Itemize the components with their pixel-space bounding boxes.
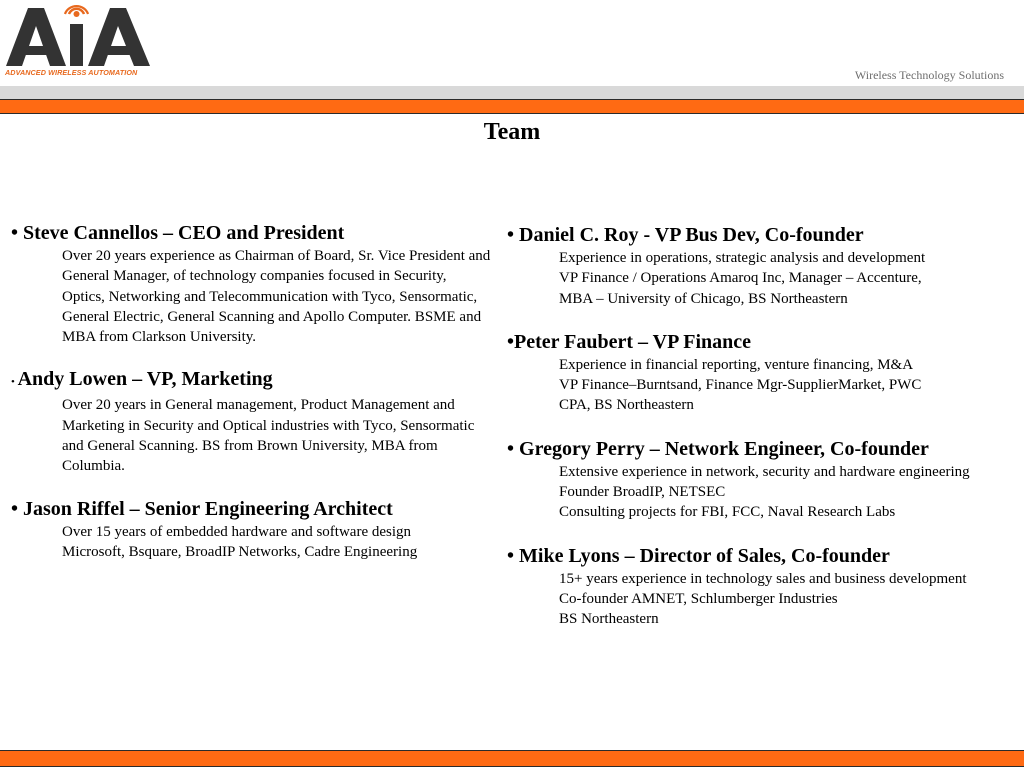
description-line: VP Finance–Burntsand, Finance Mgr-SupplierMarket, PWC	[559, 377, 922, 394]
team-left-column	[11, 220, 493, 562]
company-logo	[4, 2, 154, 82]
description-line: Extensive experience in network, security and hardware engineering	[559, 463, 970, 480]
team-right-column	[507, 222, 1007, 630]
bullet-icon: •	[507, 544, 520, 567]
description-line: Over 20 years experience as Chairman of Board, Sr. Vice President and General Manager, of technology companies focused in Security, Optics, Networking and Telecommunication with Tyco, Sensormatic, General Electric, General Scanning and Apollo Computer. BSME and MBA from Clarkson University.	[62, 248, 491, 346]
bullet-icon: •	[507, 224, 520, 246]
member-description	[559, 355, 1007, 416]
bullet-icon: •	[507, 437, 520, 460]
team-member	[507, 436, 1007, 523]
description-line: Over 15 years of embedded hardware and software design	[62, 523, 412, 540]
logo-caption: ADVANCED WIRELESS AUTOMATION	[5, 68, 138, 77]
description-line: Founder BroadIP, NETSEC	[559, 484, 726, 501]
bullet-icon: •	[507, 330, 515, 353]
member-description	[559, 569, 1007, 630]
bullet-icon: •	[11, 497, 24, 520]
member-name: Andy Lowen – VP, Marketing	[17, 368, 273, 391]
member-description	[559, 462, 1007, 523]
bullet-icon: •	[11, 376, 18, 389]
header-orange-bar	[0, 99, 1024, 114]
member-name: Steve Cannellos – CEO and President	[23, 222, 345, 244]
member-name: Jason Riffel – Senior Engineering Architect	[23, 497, 393, 520]
description-line: Experience in financial reporting, venture financing, M&A	[559, 356, 914, 373]
team-member	[507, 543, 1007, 630]
member-description	[559, 248, 1007, 309]
team-member	[507, 222, 1007, 309]
aia-logo-icon	[4, 2, 152, 70]
description-line: VP Finance / Operations Amaroq Inc, Manager – Accenture,	[559, 270, 922, 287]
header-gray-band	[0, 86, 1024, 99]
description-line: MBA – University of Chicago, BS Northeastern	[559, 290, 848, 307]
member-name: Gregory Perry – Network Engineer, Co-founder	[519, 437, 929, 460]
description-line: Over 20 years in General management, Product Management and Marketing in Security and Optical industries with Tyco, Sensormatic and General Scanning. BS from Brown University, MBA from Columbia.	[62, 397, 475, 475]
member-name: Mike Lyons – Director of Sales, Co-founder	[519, 544, 890, 567]
footer-orange-bar	[0, 750, 1024, 767]
team-member	[11, 366, 493, 476]
member-name: Daniel C. Roy - VP Bus Dev, Co-founder	[519, 224, 864, 246]
description-line: Co-founder AMNET, Schlumberger Industries	[559, 590, 838, 607]
description-line: CPA, BS Northeastern	[559, 397, 694, 414]
description-line: BS Northeastern	[559, 611, 659, 628]
description-line: Consulting projects for FBI, FCC, Naval Research Labs	[559, 504, 896, 521]
description-line: Experience in operations, strategic analysis and development	[559, 250, 926, 266]
page-title: Team	[483, 119, 541, 145]
team-member	[11, 220, 493, 347]
team-member	[11, 496, 493, 563]
member-name: Peter Faubert – VP Finance	[514, 330, 752, 353]
team-member	[507, 329, 1007, 416]
description-line: Microsoft, Bsquare, BroadIP Networks, Cadre Engineering	[62, 543, 418, 560]
bullet-icon: •	[11, 222, 24, 244]
member-description	[62, 246, 493, 347]
tagline: Wireless Technology Solutions	[854, 68, 1004, 82]
description-line: 15+ years experience in technology sales and business development	[559, 570, 967, 587]
member-description	[62, 522, 493, 563]
member-description	[62, 395, 493, 476]
